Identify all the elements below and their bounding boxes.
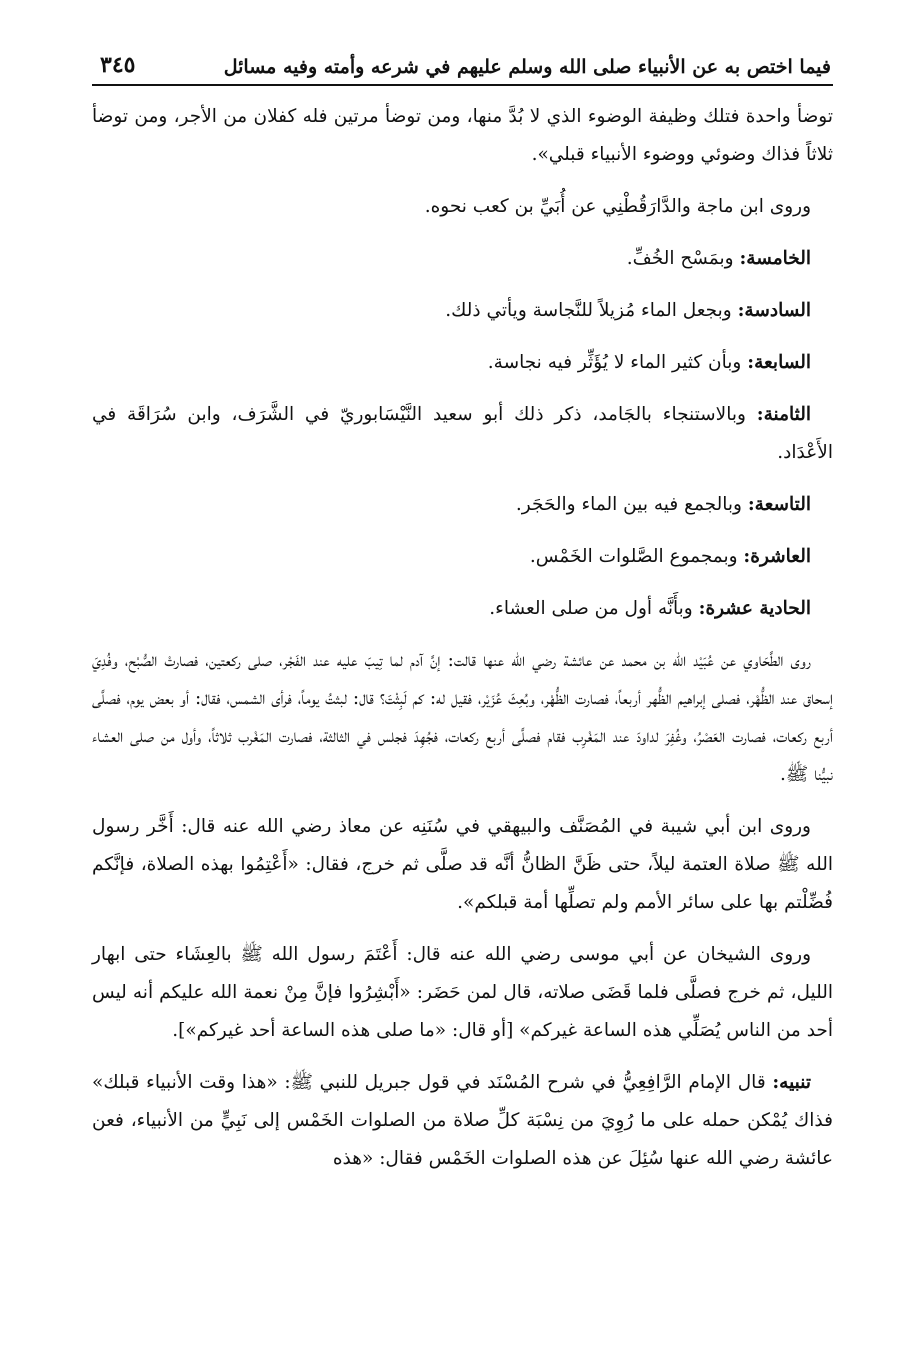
- paragraph-text: وبأن كثير الماء لا يُؤَثِّر فيه نجاسة.: [487, 352, 748, 373]
- paragraph: [92, 396, 833, 472]
- page-body: [92, 98, 833, 1178]
- paragraph-text: روى الطَّحَاوي عن عُبَيْد الله بن محمد عن عائشة رضي الله عنها قالت: إنَّ آدم لما تِيبَ عليه عند الفَجْر، صلى ركعتين، فصارتْ الصُّبْح، وفُدِيَ إسحاق عند الظُّهْر، فصلى إبراهيم الظُّهر أربعاً، فصارت الظُّهْر، وبُعِثَ عُزَيْر، فقيل له: كم لَبِثْتَ؟ قال: لبثتُ يوماً، فرأى الشمس، فقال: أو بعض يوم، فصلَّى أربع ركعات، فصارت العَصْرُ، وغُفِرَ لداودَ عند المَغْرِب فقام فصلَّى أربع ركعات، فجُهِدَ فجلس في الثالثة، فصارت المَغْرب ثلاثاً، وأول من صلى العشاء نبيُّنا ﷺ.: [92, 650, 833, 785]
- paragraph: [92, 486, 833, 524]
- paragraph: [92, 590, 833, 628]
- paragraph-text: وروى الشيخان عن أبي موسى رضي الله عنه قال: أَعْتَمَ رسول الله ﷺ بالعِشَاء حتى ابهار الليل، ثم خرج فصلَّى فلما قَضَى صلاته، قال لمن حَضَر: «أَبْشِرُوا فإنَّ مِنْ نعمة الله عليكم أنه ليس أحد من الناس يُصَلِّي هذه الساعة غيركم» [أو قال: «ما صلى هذه الساعة أحد غيركم»].: [92, 944, 833, 1041]
- paragraph-text: وبجعل الماء مُزيلاً للنَّجاسة ويأتي ذلك.: [445, 300, 738, 321]
- paragraph: [92, 642, 833, 794]
- paragraph: [92, 1064, 833, 1178]
- paragraph-text: وروى ابن أبي شيبة في المُصَنَّف والبيهقي في سُنَنِه عن معاذ رضي الله عنه قال: أَخَّر رسول الله ﷺ صلاة العتمة ليلاً، حتى ظَنَّ الظانُّ أنَّه قد صلَّى ثم خرج، فقال: «أَعْتِمُوا بهذه الصلاة، فإنَّكم فُضِّلْتم بها على سائر الأمم ولم تصلِّها أمة قبلكم».: [92, 816, 833, 913]
- paragraph-text: وبالجمع فيه بين الماء والحَجَر.: [515, 494, 748, 515]
- paragraph-label: الخامسة:: [739, 248, 811, 269]
- paragraph-label: السابعة:: [747, 352, 811, 373]
- paragraph-label: السادسة:: [737, 300, 811, 321]
- paragraph-label: التاسعة:: [747, 494, 811, 515]
- running-title: فيما اختص به عن الأنبياء صلى الله وسلم عليهم في شرعه وأمته وفيه مسائل: [223, 56, 831, 78]
- paragraph-text: وبالاستنجاء بالجَامد، ذكر ذلك أبو سعيد النَّيْسَابوريّ في الشَّرَف، وابن سُرَاقَة في الأَعْدَاد.: [92, 404, 833, 463]
- paragraph-text: قال الإمام الرَّافِعِيُّ في شرح المُسْنَد في قول جبريل للنبي ﷺ: «هذا وقت الأنبياء قبلك» فذاك يُمْكن حمله على ما رُوِيَ من نِسْبَة كلِّ صلاة من الصلوات الخَمْس إلى نَبِيٍّ من الأنبياء، فعن عائشة رضي الله عنها سُئِلَ عن هذه الصلوات الخَمْس فقال: «هذه: [92, 1072, 833, 1169]
- paragraph: [92, 188, 833, 226]
- paragraph-label: تنبيه:: [772, 1072, 811, 1093]
- paragraph-text: توضأ واحدة فتلك وظيفة الوضوء الذي لا بُدَّ منها، ومن توضأ مرتين فله كفلان من الأجر، ومن توضأ ثلاثاً فذاك وضوئي ووضوء الأنبياء قبلي».: [92, 106, 833, 165]
- paragraph-text: وبمجموع الصَّلوات الخَمْس.: [529, 546, 744, 567]
- paragraph-text: وروى ابن ماجة والدَّارَقُطْنِي عن أُبَيِّ بن كعب نحوه.: [424, 196, 811, 217]
- paragraph: [92, 538, 833, 576]
- paragraph: [92, 98, 833, 174]
- paragraph: [92, 344, 833, 382]
- page-number: ٣٤٥: [100, 52, 136, 78]
- paragraph: [92, 808, 833, 922]
- paragraph: [92, 240, 833, 278]
- paragraph-text: وبمَسْح الخُفِّ.: [626, 248, 740, 269]
- page-header: [92, 42, 833, 86]
- paragraph: [92, 936, 833, 1050]
- paragraph-label: الثامنة:: [756, 404, 811, 425]
- paragraph-label: الحادية عشرة:: [698, 598, 811, 619]
- paragraph-label: العاشرة:: [743, 546, 811, 567]
- paragraph-text: وبأَنَّه أول من صلى العشاء.: [489, 598, 699, 619]
- paragraph: [92, 292, 833, 330]
